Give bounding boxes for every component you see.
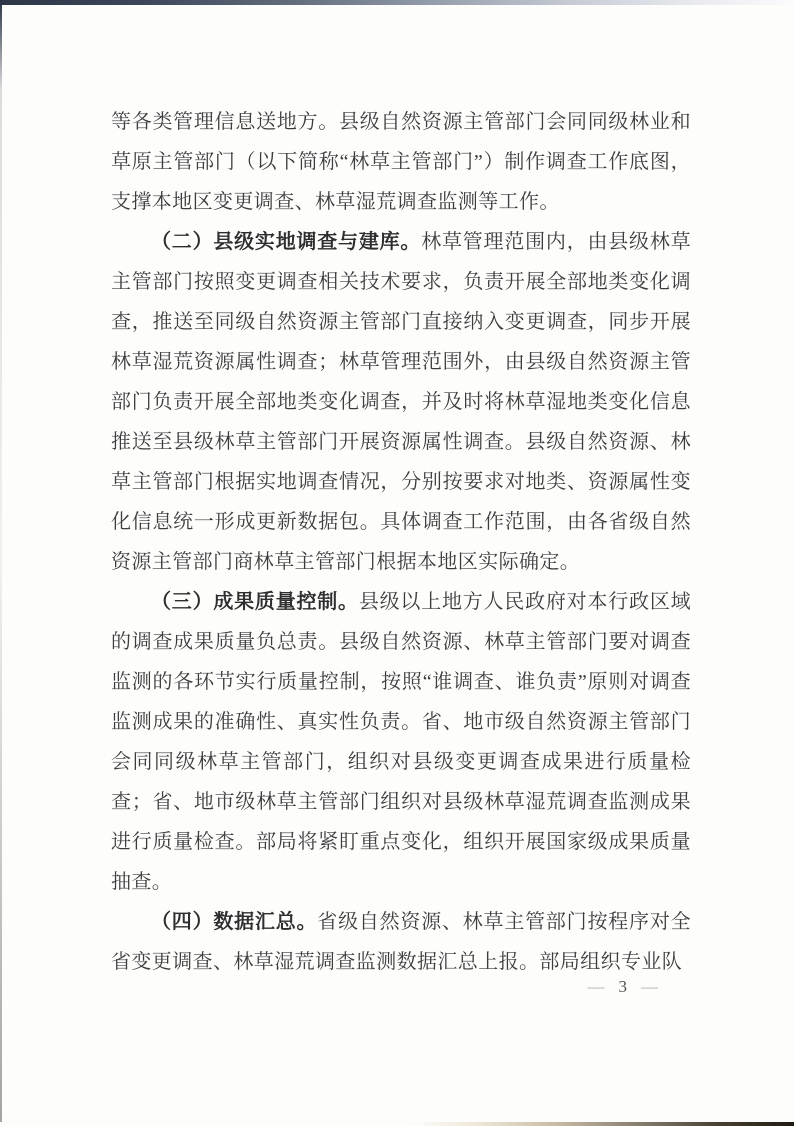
paragraph-body: 等各类管理信息送地方。县级自然资源主管部门会同同级林业和草原主管部门（以下简称“林草主管部门”）制作调查工作底图，支撑本地区变更调查、林草湿荒调查监测等工作。 (111, 111, 691, 213)
paragraph-body: 县级以上地方人民政府对本行政区域的调查成果质量负总责。县级自然资源、林草主管部门要对调查监测的各环节实行质量控制，按照“谁调查、谁负责”原则对调查监测成果的准确性、真实性负责。省、地市级自然资源主管部门会同同级林草主管部门，组织对县级变更调查成果进行质量检查；省、地市级林草主管部门组织对县级林草湿荒调查监测成果进行质量检查。部局将紧盯重点变化，组织开展国家级成果质量抽查。 (111, 591, 691, 893)
page-number-dash-left: — (587, 977, 606, 996)
paragraph-section-4 (111, 902, 691, 982)
scan-artifact-left-edge (0, 0, 2, 1126)
paragraph-body: 省级自然资源、林草主管部门按程序对全省变更调查、林草湿荒调查监测数据汇总上报。部局组织专业队 (111, 911, 692, 973)
document-body-text (111, 102, 691, 982)
page-number (575, 977, 673, 997)
paragraph-body: 林草管理范围内，由县级林草主管部门按照变更调查相关技术要求，负责开展全部地类变化调查，推送至同级自然资源主管部门直接纳入变更调查，同步开展林草湿荒资源属性调查；林草管理范围外，由县级自然资源主管部门负责开展全部地类变化调查，并及时将林草湿地类变化信息推送至县级林草主管部门开展资源属性调查。县级自然资源、林草主管部门根据实地调查情况，分别按要求对地类、资源属性变化信息统一形成更新数据包。具体调查工作范围，由各省级自然资源主管部门商林草主管部门根据本地区实际确定。 (111, 231, 692, 573)
paragraph-lead: （三）成果质量控制。 (151, 591, 359, 613)
page-number-dash-right: — (641, 977, 659, 996)
paragraph-section-3 (111, 582, 691, 902)
paragraph-section-2 (111, 222, 691, 582)
paragraph-lead: （二）县级实地调查与建库。 (151, 231, 422, 253)
page-number-value: 3 (618, 977, 628, 996)
scan-artifact-bottom-edge (0, 1122, 794, 1126)
scan-artifact-top-edge (0, 0, 794, 5)
paragraph-continuation (111, 102, 691, 222)
paragraph-lead: （四）数据汇总。 (151, 911, 318, 933)
